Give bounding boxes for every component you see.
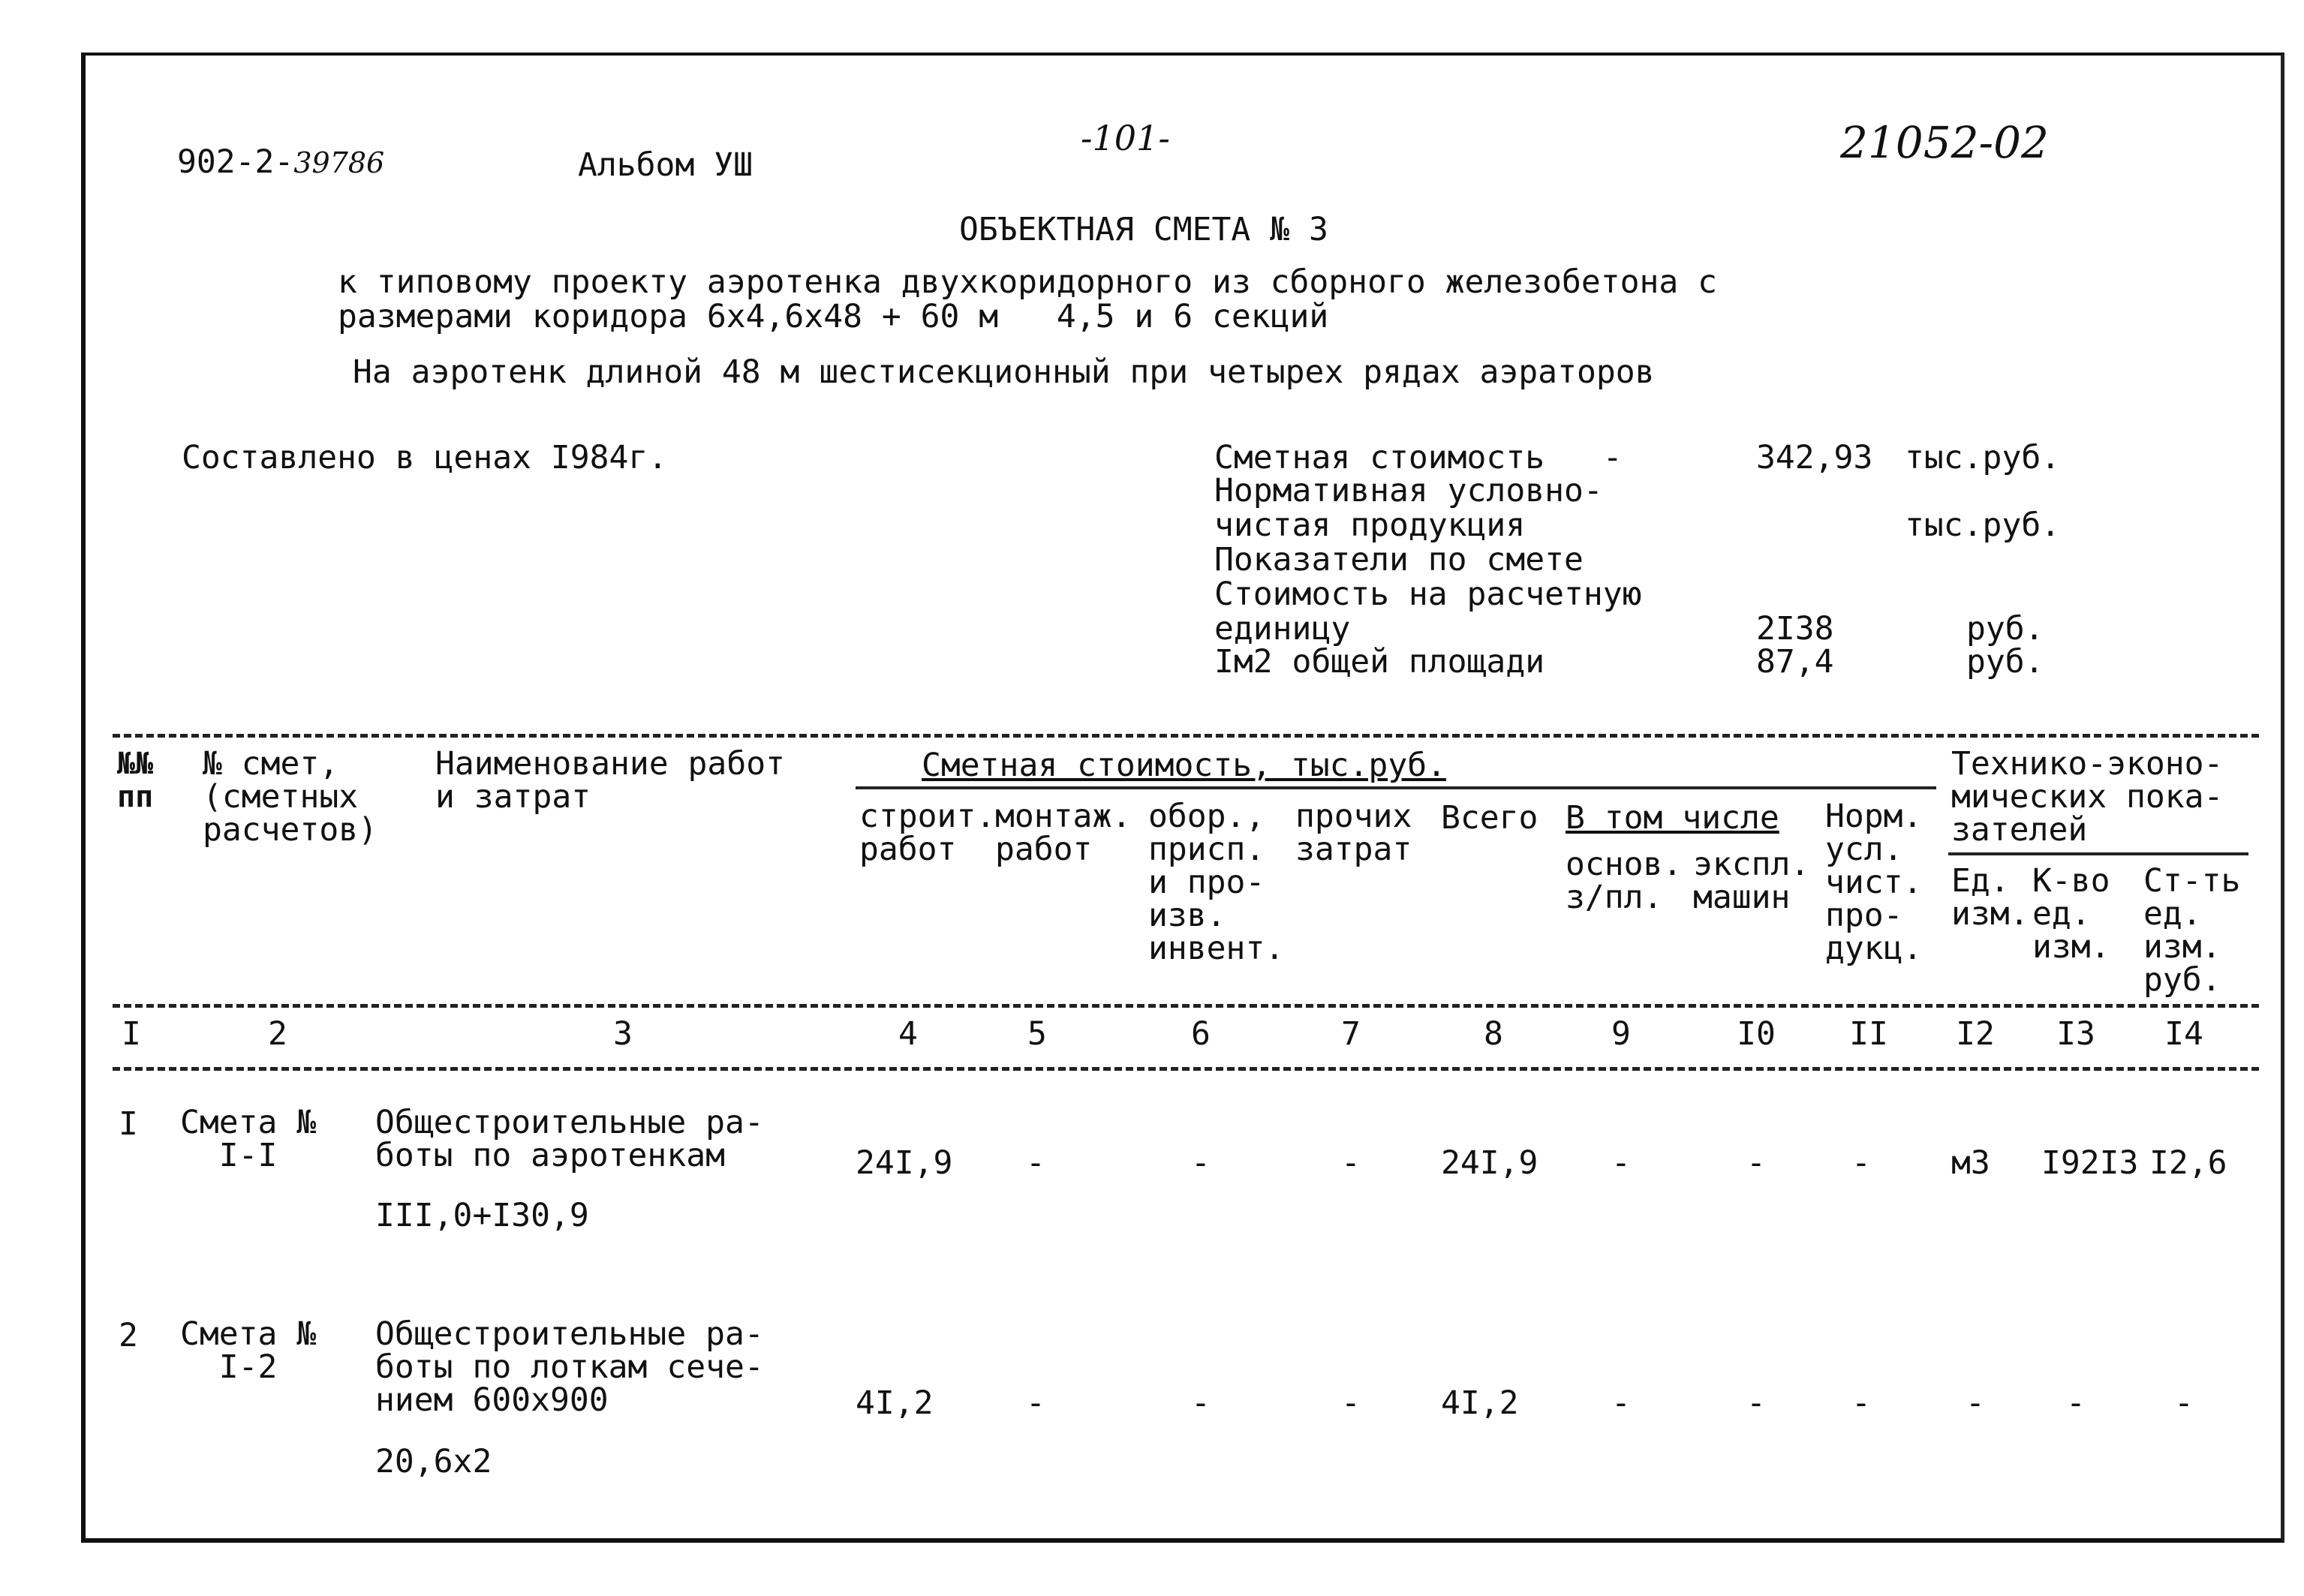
row-total: 24I,9 <box>1441 1144 1539 1182</box>
col-number-1: I <box>122 1015 141 1053</box>
group-header-cost: Сметная стоимость, тыс.руб. <box>922 747 1446 784</box>
album-label: Альбом УШ <box>578 146 753 184</box>
group-cost-rule <box>856 786 1936 789</box>
col-number-7: 7 <box>1341 1015 1361 1053</box>
col-header-2: № смет, (сметных расчетов) <box>203 745 377 849</box>
summary-label-6: Iм2 общей площади <box>1214 643 1545 681</box>
summary-label-2: чистая продукция <box>1214 506 1526 544</box>
numbers-bottom-rule <box>113 1067 2259 1071</box>
title-line-2: размерами коридора 6х4,6х48 + 60 м 4,5 и 6 секций <box>338 298 1329 335</box>
title-line-1: к типовому проекту аэротенка двухкоридорного из сборного железобетона с <box>338 263 1718 301</box>
col-header-4: строит. работ <box>859 798 996 868</box>
row-machines: - <box>1746 1384 1766 1422</box>
row-quantity: I92I3 <box>2041 1144 2139 1182</box>
row-other-cost: - <box>1341 1384 1361 1422</box>
row-equipment-cost: - <box>1191 1144 1211 1182</box>
row-work-note: 20,6х2 <box>375 1443 492 1480</box>
col-number-8: 8 <box>1484 1015 1503 1053</box>
col-header-7: прочих затрат <box>1295 798 1412 868</box>
project-code: 902-2-39786 <box>177 143 385 181</box>
row-total: 4I,2 <box>1441 1384 1519 1422</box>
col-header-11: Норм. усл. чист. про- дукц. <box>1825 798 1923 967</box>
col-number-11: II <box>1849 1015 1888 1053</box>
summary-label-3: Показатели по смете <box>1214 541 1584 579</box>
page-number: -101- <box>1081 118 1170 158</box>
row-construction-cost: 4I,2 <box>856 1384 934 1422</box>
col-header-5: монтаж. работ <box>995 798 1132 868</box>
row-net-production: - <box>1851 1384 1871 1422</box>
col-number-2: 2 <box>268 1015 287 1053</box>
row-work-name: Общестроительные ра- боты по лоткам сече- нием 600х900 <box>375 1315 764 1419</box>
estimate-title: ОБЪЕКТНАЯ СМЕТА № 3 <box>959 211 1328 248</box>
col-number-5: 5 <box>1027 1015 1047 1053</box>
row-unit-cost: - <box>2174 1384 2194 1422</box>
row-other-cost: - <box>1341 1144 1361 1182</box>
summary-value-0: 342,93 <box>1756 439 1873 476</box>
col-number-10: I0 <box>1737 1015 1776 1053</box>
col-header-12: Ед. изм. <box>1951 862 2029 933</box>
row-work-name: Общестроительные ра- боты по аэротенкам <box>375 1104 764 1174</box>
row-smeta: Смета № I-I <box>180 1104 317 1174</box>
col-header-9: основ. з/пл. <box>1566 846 1683 916</box>
col-header-14: Ст-ть ед. изм. руб. <box>2143 862 2241 999</box>
summary-label-1: Нормативная условно- <box>1214 472 1603 509</box>
group-header-including: В том числе <box>1566 799 1779 837</box>
summary-unit-2: тыс.руб. <box>1905 506 2061 544</box>
summary-unit-5: руб. <box>1966 610 2044 648</box>
col-header-3: Наименование работ и затрат <box>435 745 785 816</box>
col-number-4: 4 <box>898 1015 918 1053</box>
group-header-tech: Технико-эконо- мических пока- зателей <box>1951 745 2224 849</box>
col-header-8: Всего <box>1441 799 1539 837</box>
col-number-13: I3 <box>2056 1015 2095 1053</box>
col-number-6: 6 <box>1191 1015 1211 1053</box>
row-work-note: III,0+I30,9 <box>375 1197 589 1234</box>
summary-value-6: 87,4 <box>1756 643 1834 681</box>
document-number: 21052-02 <box>1840 117 2049 168</box>
summary-unit-6: руб. <box>1966 643 2044 681</box>
row-net-production: - <box>1851 1144 1871 1182</box>
row-machines: - <box>1746 1144 1766 1182</box>
col-header-13: К-во ед. изм. <box>2032 862 2110 966</box>
row-number: I <box>119 1105 138 1143</box>
summary-unit-0: тыс.руб. <box>1905 439 2061 476</box>
summary-label-0: Сметная стоимость - <box>1214 439 1623 476</box>
row-installation-cost: - <box>1026 1144 1045 1182</box>
row-wages: - <box>1611 1144 1631 1182</box>
col-header-1: №№ пп <box>117 747 154 814</box>
row-wages: - <box>1611 1384 1631 1422</box>
title-line-3: На аэротенк длиной 48 м шестисекционный при четырех рядах аэраторов <box>353 353 1655 391</box>
row-unit: м3 <box>1951 1144 1990 1182</box>
col-number-3: 3 <box>613 1015 633 1053</box>
row-unit: - <box>1966 1384 1985 1422</box>
row-installation-cost: - <box>1026 1384 1045 1422</box>
row-construction-cost: 24I,9 <box>856 1144 953 1182</box>
col-header-10: экспл. машин <box>1693 846 1810 916</box>
summary-label-4: Стоимость на расчетную <box>1214 576 1642 613</box>
table-top-rule <box>113 734 2259 738</box>
row-number: 2 <box>119 1317 138 1354</box>
col-number-14: I4 <box>2164 1015 2203 1053</box>
compiled-note: Составлено в ценах I984г. <box>182 439 668 476</box>
row-equipment-cost: - <box>1191 1384 1211 1422</box>
row-unit-cost: I2,6 <box>2149 1144 2227 1182</box>
col-number-9: 9 <box>1611 1015 1631 1053</box>
row-quantity: - <box>2066 1384 2086 1422</box>
summary-value-5: 2I38 <box>1756 610 1834 648</box>
header-bottom-rule <box>113 1004 2259 1008</box>
col-header-6: обор., присп. и про- изв. инвент. <box>1148 798 1285 967</box>
col-number-12: I2 <box>1956 1015 1995 1053</box>
group-tech-rule <box>1948 852 2248 855</box>
summary-label-5: единицу <box>1214 610 1351 648</box>
row-smeta: Смета № I-2 <box>180 1315 317 1386</box>
